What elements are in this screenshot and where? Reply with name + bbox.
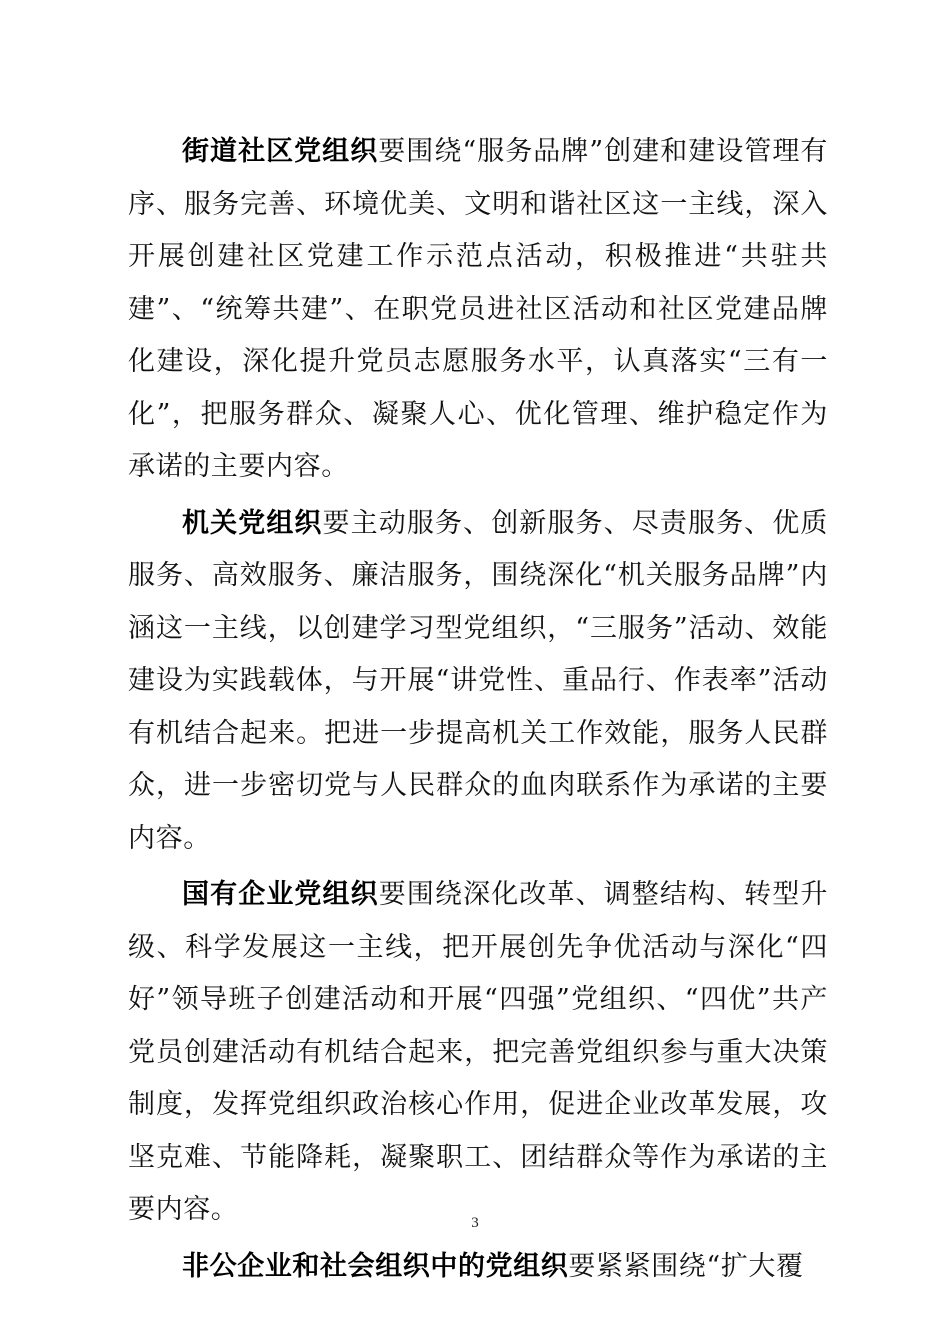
paragraph-lead: 国有企业党组织 [182, 879, 379, 910]
paragraph-government-party [128, 498, 828, 866]
paragraph-text: 要主动服务、创新服务、尽责服务、优质服务、高效服务、廉洁服务，围绕深化“机关服务品牌”内涵这一主线，以创建学习型党组织，“三服务”活动、效能建设为实践载体，与开展“讲党性、重品行、作表率”活动有机结合起来。把进一步提高机关工作效能，服务人民群众，进一步密切党与人民群众的血肉联系作为承诺的主要内容。 [128, 507, 828, 854]
paragraph-private-enterprise-party [128, 1241, 828, 1294]
paragraph-text: 要紧紧围绕“扩大覆 [568, 1250, 804, 1282]
paragraph-lead: 机关党组织 [182, 507, 323, 539]
paragraph-lead: 街道社区党组织 [182, 136, 379, 167]
paragraph-text: 要围绕“服务品牌”创建和建设管理有序、服务完善、环境优美、文明和谐社区这一主线，深入开展创建社区党建工作示范点活动，积极推进“共驻共建”、“统筹共建”、在职党员进社区活动和社区党建品牌化建设，深化提升党员志愿服务水平，认真落实“三有一化”，把服务群众、凝聚人心、优化管理、维护稳定作为承诺的主要内容。 [128, 136, 829, 482]
document-body [128, 126, 828, 1297]
paragraph-state-enterprise-party [128, 869, 828, 1237]
page-number: 3 [471, 1215, 479, 1231]
paragraph-lead: 非公企业和社会组织中的党组织 [182, 1250, 569, 1282]
paragraph-text: 要围绕深化改革、调整结构、转型升级、科学发展这一主线，把开展创先争优活动与深化“四好”领导班子创建活动和开展“四强”党组织、“四优”共产党员创建活动有机结合起来，把完善党组织参与重大决策制度，发挥党组织政治核心作用，促进企业改革发展，攻坚克难、节能降耗，凝聚职工、团结群众等作为承诺的主要内容。 [128, 879, 828, 1225]
paragraph-community-party [128, 126, 828, 494]
